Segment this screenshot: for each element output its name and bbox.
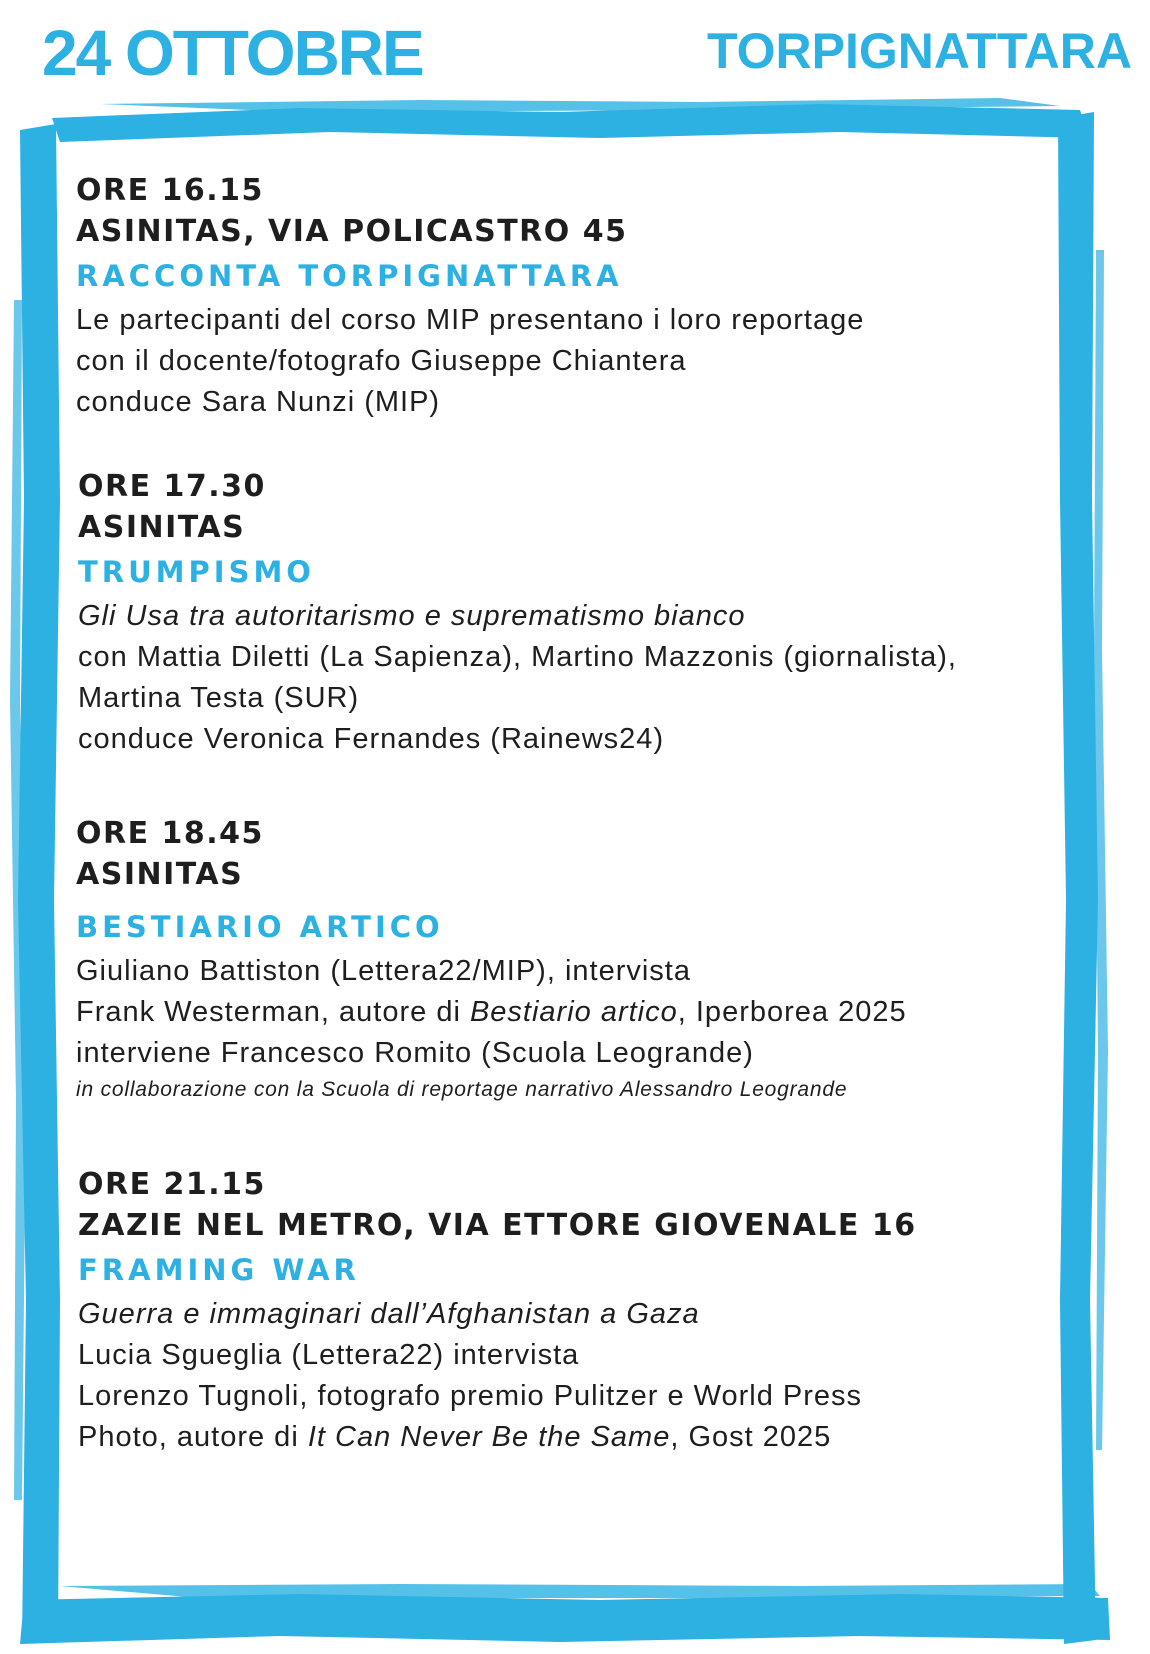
- event-desc-line: con il docente/fotografo Giuseppe Chiantera: [76, 345, 687, 377]
- text-run: Photo, autore di: [78, 1421, 308, 1453]
- event-title: BESTIARIO ARTICO: [76, 910, 444, 944]
- frame-top-stroke: [52, 104, 1090, 142]
- text-run: , Gost 2025: [670, 1421, 832, 1453]
- event-desc-line: [76, 992, 907, 1033]
- event-time: ORE 16.15: [76, 173, 264, 208]
- event-4: [78, 1164, 917, 1458]
- event-title: RACCONTA TORPIGNATTARA: [76, 259, 623, 293]
- event-desc-line: conduce Sara Nunzi (MIP): [76, 386, 441, 418]
- event-desc-line: Giuliano Battiston (Lettera22/MIP), intervista: [76, 955, 691, 987]
- place-heading: TORPIGNATTARA: [707, 23, 1132, 79]
- event-title: TRUMPISMO: [78, 555, 315, 589]
- frame-bottom-stroke: [20, 1594, 1110, 1644]
- book-title: It Can Never Be the Same: [307, 1421, 671, 1453]
- event-desc-line: Le partecipanti del corso MIP presentano i loro reportage: [76, 304, 865, 336]
- event-desc-line: interviene Francesco Romito (Scuola Leogrande): [76, 1037, 754, 1069]
- frame-left-stroke: [18, 124, 60, 1644]
- event-desc-line: con Mattia Diletti (La Sapienza), Martino Mazzonis (giornalista),: [78, 641, 957, 673]
- book-title: Bestiario artico: [469, 996, 678, 1028]
- frame-right-stroke: [1058, 112, 1098, 1644]
- event-1: [76, 170, 864, 423]
- text-run: Frank Westerman, autore di: [76, 996, 470, 1028]
- date-heading: 24 OTTOBRE: [42, 17, 423, 89]
- event-title: FRAMING WAR: [78, 1253, 360, 1287]
- event-3: [76, 813, 907, 1106]
- event-desc-line: Martina Testa (SUR): [78, 682, 360, 714]
- event-desc-line: Lorenzo Tugnoli, fotografo premio Pulitzer e World Press: [78, 1380, 863, 1412]
- event-note: in collaborazione con la Scuola di reportage narrativo Alessandro Leogrande: [76, 1078, 848, 1101]
- event-desc-line: Lucia Sgueglia (Lettera22) intervista: [78, 1339, 580, 1371]
- event-venue: ZAZIE NEL METRO, VIA ETTORE GIOVENALE 16: [78, 1208, 917, 1243]
- event-desc-line: [78, 1417, 917, 1458]
- event-time: ORE 21.15: [78, 1167, 266, 1202]
- event-desc-line: conduce Veronica Fernandes (Rainews24): [78, 723, 665, 755]
- text-run: , Iperborea 2025: [677, 996, 907, 1028]
- event-venue: ASINITAS: [76, 857, 244, 892]
- event-venue: ASINITAS, VIA POLICASTRO 45: [76, 214, 628, 249]
- event-2: [78, 466, 957, 760]
- event-venue: ASINITAS: [78, 510, 246, 545]
- event-subtitle: Guerra e immaginari dall’Afghanistan a Gaza: [78, 1298, 700, 1330]
- event-time: ORE 18.45: [76, 816, 264, 851]
- event-subtitle: Gli Usa tra autoritarismo e suprematismo bianco: [78, 600, 746, 632]
- event-time: ORE 17.30: [78, 469, 266, 504]
